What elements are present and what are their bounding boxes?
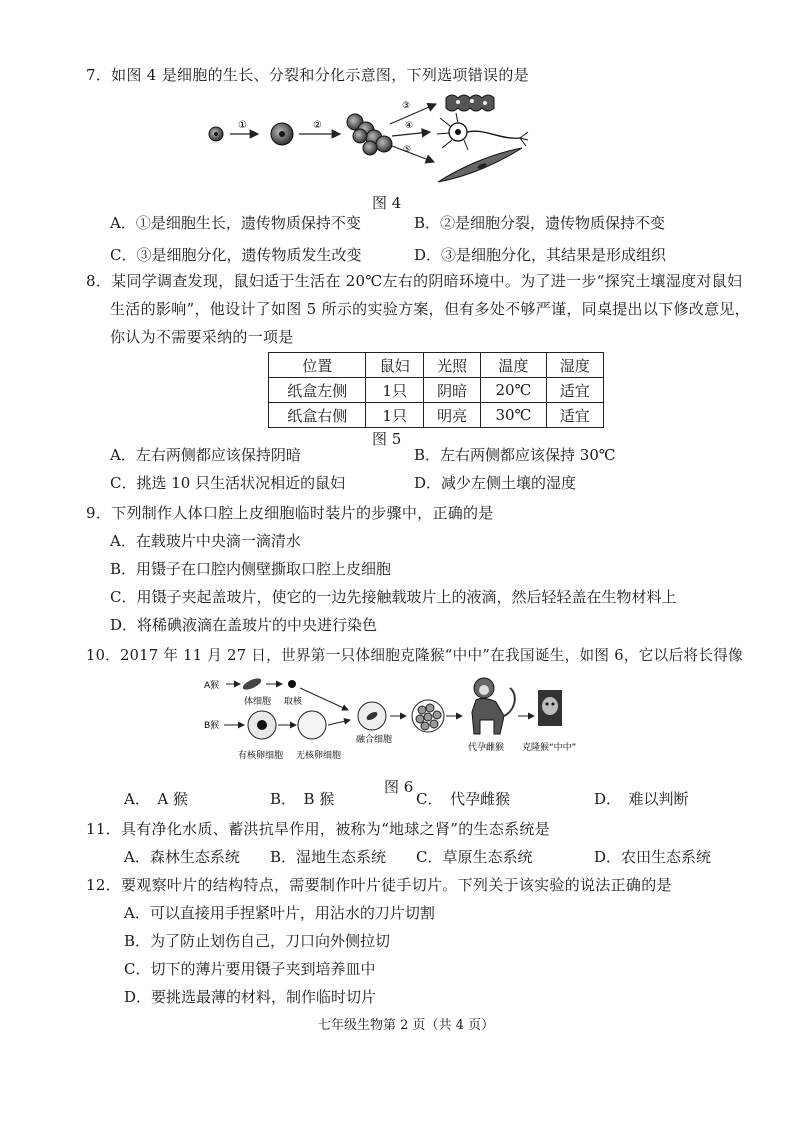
q10-option-a[interactable]: A． A 猴 (124, 790, 188, 808)
figure-5-experiment-table (268, 352, 604, 428)
muscle-cell-icon (438, 148, 522, 182)
figure-5-caption: 图 5 (372, 430, 402, 448)
label-4: ④ (405, 121, 414, 131)
table-header-row (269, 353, 604, 378)
q8-stem-line-1: 8．某同学调查发现，鼠妇适于生活在 20℃左右的阴暗环境中。为了进一步“探究土壤湿度对鼠妇 (86, 272, 743, 290)
b-monkey-label: B猴 (204, 721, 220, 731)
figure-4-cell-diagram (200, 88, 540, 190)
nucleus-icon (288, 680, 296, 688)
arrow-b-to-fusion (328, 720, 350, 725)
table-header-cell: 鼠妇 (366, 353, 423, 378)
nucleated-egg-icon (248, 711, 276, 739)
table-cell: 20℃ (481, 378, 546, 403)
q8-stem-line-2: 生活的影响”，他设计了如图 5 所示的实验方案，但有多处不够严谨，同桌提出以下修改意见， (110, 300, 750, 318)
table-cell: 纸盒右侧 (269, 403, 366, 428)
fused-cell-icon (358, 702, 386, 730)
arrow-5 (392, 146, 434, 162)
q12-stem: 12．要观察叶片的结构特点，需要制作叶片徒手切片。下列关于该实验的说法正确的是 (86, 876, 672, 894)
q12-option-b[interactable]: B．为了防止划伤自己，刀口向外侧拉切 (124, 932, 391, 950)
clone-label: 克隆猴“中中” (522, 743, 577, 753)
q9-option-c[interactable]: C．用镊子夹起盖玻片，使它的一边先接触载玻片上的液滴，然后轻轻盖在生物材料上 (110, 588, 677, 606)
nucleus-label: 取核 (284, 697, 303, 707)
figure-4-caption: 图 4 (372, 194, 402, 212)
arrow-4 (392, 132, 430, 136)
table-header-cell: 湿度 (546, 353, 603, 378)
q9-option-b[interactable]: B．用镊子在口腔内侧壁撕取口腔上皮细胞 (110, 560, 392, 578)
q11-option-b[interactable]: B．湿地生态系统 (270, 848, 387, 866)
page-footer: 七年级生物第 2 页（共 4 页） (318, 1018, 495, 1033)
q10-option-b[interactable]: B． B 猴 (270, 790, 335, 808)
table-cell: 1只 (366, 403, 423, 428)
q9-stem: 9．下列制作人体口腔上皮细胞临时装片的步骤中，正确的是 (86, 504, 494, 522)
table-header-cell: 光照 (423, 353, 480, 378)
table-cell: 适宜 (546, 378, 603, 403)
embryo-icon (412, 700, 444, 732)
q7-option-c[interactable]: C．③是细胞分化，遗传物质发生改变 (110, 246, 362, 264)
table-cell: 阴暗 (423, 378, 480, 403)
q7-option-d[interactable]: D．③是细胞分化，其结果是形成组织 (414, 246, 667, 264)
epithelial-tissue-icon (446, 95, 494, 111)
surrogate-label: 代孕雌猴 (468, 743, 505, 753)
figure-6-caption: 图 6 (384, 778, 414, 796)
q10-stem: 10．2017 年 11 月 27 日，世界第一只体细胞克隆猴“中中”在我国诞生，如图 6，它以后将长得像 (86, 647, 743, 664)
q7-option-b[interactable]: B．②是细胞分裂，遗传物质保持不变 (414, 214, 666, 232)
label-1: ① (238, 120, 247, 131)
q11-option-c[interactable]: C．草原生态系统 (416, 848, 533, 866)
table-header-cell: 温度 (481, 353, 546, 378)
surrogate-monkey-icon (472, 678, 515, 734)
small-cell (209, 127, 223, 141)
a-monkey-label: A猴 (204, 681, 220, 691)
label-3: ③ (402, 101, 411, 111)
q7-stem: 7．如图 4 是细胞的生长、分裂和分化示意图，下列选项错误的是 (86, 66, 529, 84)
q8-stem-line-3: 你认为不需要采纳的一项是 (110, 328, 294, 346)
arrow-to-fusion (300, 688, 348, 710)
fused-cell-label: 融合细胞 (356, 735, 393, 745)
q10-option-d[interactable]: D． 难以判断 (594, 790, 689, 808)
q11-stem: 11．具有净化水质、蓄洪抗旱作用，被称为“地球之肾”的生态系统是 (86, 820, 551, 838)
q9-option-d[interactable]: D．将稀碘液滴在盖玻片的中央进行染色 (110, 616, 378, 634)
q12-option-a[interactable]: A．可以直接用手捏紧叶片，用沾水的刀片切割 (124, 904, 435, 922)
label-2: ② (313, 120, 322, 131)
table-cell: 1只 (366, 378, 423, 403)
figure-6-cloning-diagram (200, 670, 610, 774)
q12-option-d[interactable]: D．要挑选最薄的材料，制作临时切片 (124, 988, 377, 1006)
table-cell: 适宜 (546, 403, 603, 428)
table-header-cell: 位置 (269, 353, 366, 378)
grown-cell (271, 123, 293, 145)
dividing-cells (347, 114, 392, 155)
table-row (269, 378, 604, 403)
label-5: ⑤ (403, 145, 412, 155)
q8-option-d[interactable]: D．减少左侧土壤的湿度 (414, 474, 577, 492)
table-cell: 30℃ (481, 403, 546, 428)
q11-option-a[interactable]: A．森林生态系统 (124, 848, 240, 866)
neuron-icon (437, 113, 528, 150)
q11-option-d[interactable]: D．农田生态系统 (594, 848, 712, 866)
q8-option-c[interactable]: C．挑选 10 只生活状况相近的鼠妇 (110, 474, 346, 492)
table-cell: 明亮 (423, 403, 480, 428)
enucleated-egg-icon (298, 711, 326, 739)
q8-option-a[interactable]: A．左右两侧都应该保持阴暗 (110, 446, 301, 464)
clone-monkey-photo-icon (538, 690, 562, 726)
q9-option-a[interactable]: A．在载玻片中央滴一滴清水 (110, 532, 301, 550)
enucleated-egg-label: 无核卵细胞 (296, 751, 342, 761)
table-cell: 纸盒左侧 (269, 378, 366, 403)
somatic-cell-icon (241, 676, 263, 692)
nucleated-egg-label: 有核卵细胞 (238, 751, 284, 761)
q8-option-b[interactable]: B．左右两侧都应该保持 30℃ (414, 446, 616, 464)
q12-option-c[interactable]: C．切下的薄片要用镊子夹到培养皿中 (124, 960, 376, 978)
q10-option-c[interactable]: C． 代孕雌猴 (416, 790, 510, 808)
q7-option-a[interactable]: A．①是细胞生长，遗传物质保持不变 (110, 214, 361, 232)
somatic-cell-label: 体细胞 (244, 697, 272, 707)
table-row (269, 403, 604, 428)
